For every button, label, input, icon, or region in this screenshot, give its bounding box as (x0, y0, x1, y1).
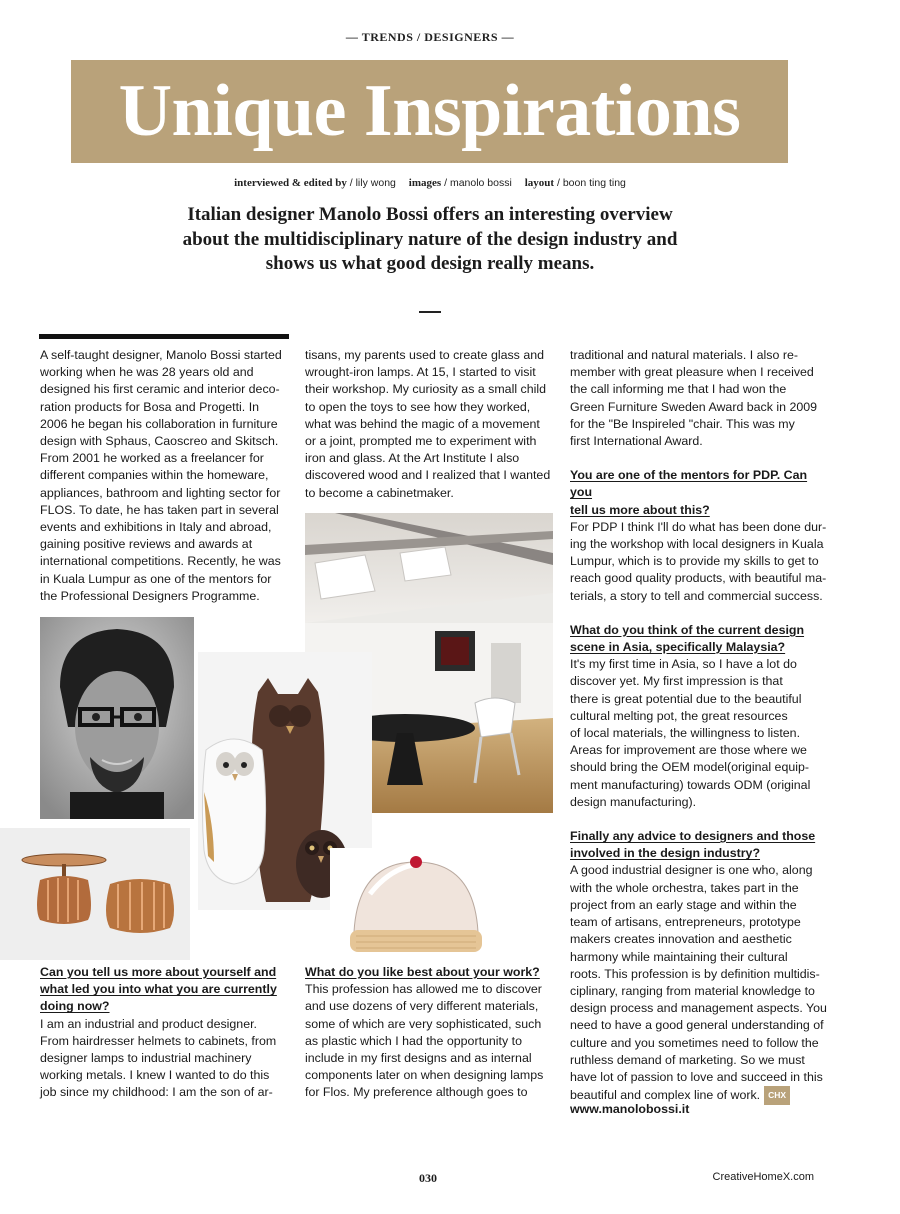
text-line: 2006 he began his collaboration in furniture (40, 416, 278, 431)
question-line: what led you into what you are currently (40, 982, 277, 997)
text-line: roots. This profession is by definition multidis- (570, 966, 820, 981)
text-line: design with Sphaus, Caoscreo and Skitsch. (40, 434, 279, 449)
text-line: cultural melting pot, the great resources (570, 708, 788, 723)
text-line: and use dozens of very different materials, (305, 999, 539, 1014)
text-line: should bring the OEM model(original equip- (570, 760, 809, 775)
text-line: as plastic which I had the opportunity to (305, 1033, 522, 1048)
text-line: Green Furniture Sweden Award back in 2009 (570, 399, 818, 414)
text-line: harmony while maintaining their cultural (570, 949, 788, 964)
text-line: designed his first ceramic and interior deco- (40, 382, 280, 397)
question-line: You are one of the mentors for PDP. Can you (570, 468, 808, 500)
text-line: ration products for Bosa and Progetti. In (40, 399, 260, 414)
text-line: tisans, my parents used to create glass and (305, 348, 544, 362)
section-tag: — TRENDS / DESIGNERS — (345, 30, 515, 44)
text-line: A self-taught designer, Manolo Bossi started (40, 348, 282, 362)
text-line: to become a cabinetmaker. (305, 485, 454, 500)
text-line: or a joint, prompted me to experiment with (305, 434, 537, 449)
intro-paragraph (40, 347, 295, 605)
text-line: in Kuala Lumpur as one of the mentors for (40, 571, 272, 586)
question-line: scene in Asia, specifically Malaysia? (570, 640, 786, 655)
text-line: for Flos. My preference although goes to (305, 1085, 528, 1100)
text-line: appliances, bathroom and lighting sector for (40, 485, 281, 500)
text-line: Lumpur, which is to provide my skills to get to (570, 554, 819, 569)
credit-images-label: images (408, 177, 442, 189)
text-line: gaining positive reviews and awards at (40, 537, 253, 552)
text-line: there is great potential due to the beautiful (570, 691, 802, 706)
text-line: From hairdresser helmets to cabinets, from (40, 1033, 277, 1048)
column-top-rule (39, 334, 289, 339)
text-line: ing the workshop with local designers in Kuala (570, 537, 824, 552)
text-line: of local materials, the willingness to listen. (570, 726, 801, 741)
text-line: to open the toys to see how they worked, (305, 399, 531, 414)
text-line: working metals. I knew I wanted to do this (40, 1068, 270, 1083)
text-line: what was behind the magic of a movement (305, 416, 540, 431)
text-line: project from an early stage and within the (570, 897, 797, 912)
text-line: culture and you sometimes need to follow the (570, 1035, 819, 1050)
text-line: A good industrial designer is one who, along (570, 863, 813, 878)
text-line: traditional and natural materials. I also re- (570, 348, 798, 362)
standfirst-line: Italian designer Manolo Bossi offers an interesting overview (187, 204, 673, 225)
text-line: reach good quality products, with beautiful ma- (570, 571, 827, 586)
text-line: the call informing me that I had won the (570, 382, 787, 397)
text-line: FLOS. To date, he has taken part in several (40, 502, 279, 517)
text-line: Areas for improvement are those where we (570, 743, 807, 758)
column-3-text (570, 347, 828, 1105)
text-line: team of artisans, entrepreneurs, prototype (570, 915, 801, 930)
text-line: For PDP I think I'll do what has been done dur- (570, 519, 827, 534)
text-line: include in my first designs and as internal (305, 1051, 532, 1066)
text-line: with the whole orchestra, takes part in the (570, 880, 799, 895)
text-line: international competitions. Recently, he was (40, 554, 281, 569)
text-line: discovered wood and I realized that I wanted (305, 468, 551, 483)
text-line: the Professional Designers Programme. (40, 588, 260, 603)
text-line: for the "Be Inspireled "chair. This was my (570, 416, 795, 431)
text-line: terials, a story to tell and commercial success. (570, 588, 823, 603)
text-line: This profession has allowed me to discover (305, 982, 542, 997)
text-line-end: beautiful and complex line of work. (570, 1088, 761, 1103)
credit-images-value: / manolo bossi (444, 177, 512, 189)
text-line: wrought-iron lamps. At 15, I started to visit (305, 365, 536, 380)
text-line: components later on when designing lamps (305, 1068, 544, 1083)
question-line: What do you like best about your work? (305, 965, 540, 979)
text-line: member with great pleasure when I received (570, 365, 814, 380)
text-line: ciplinary, ranging from material knowledge to (570, 983, 815, 998)
text-line: design process and management aspects. You (570, 1001, 827, 1016)
text-line: makers creates innovation and aesthetic (570, 932, 792, 947)
text-line: design manufacturing). (570, 794, 697, 809)
text-line: some of which are very sophisticated, such (305, 1016, 542, 1031)
designer-website[interactable]: www.manolobossi.it (570, 1102, 690, 1116)
designer-portrait-photo (40, 617, 194, 819)
copper-stools-photo (0, 828, 190, 960)
question-line: tell us more about this? (570, 502, 710, 517)
question-line: Can you tell us more about yourself and (40, 965, 277, 979)
dome-lamp-photo (330, 848, 500, 960)
standfirst (150, 203, 710, 277)
column-2-paragraph (305, 347, 560, 502)
page-number: 030 (419, 1171, 437, 1185)
text-line: discover yet. My first impression is that (570, 674, 783, 689)
credit-interview-label: interviewed & edited by (234, 177, 347, 189)
article-title: Unique Inspirations (118, 70, 741, 152)
credit-layout-label: layout (524, 177, 555, 189)
text-line: first International Award. (570, 434, 703, 449)
question-line: doing now? (40, 999, 110, 1014)
title-band (71, 60, 788, 163)
text-line: working when he was 28 years old and (40, 365, 254, 380)
text-line: From 2001 he worked as a freelancer for (40, 451, 264, 466)
credits-line (0, 177, 860, 189)
question-line: Finally any advice to designers and those (570, 829, 816, 844)
question-about-yourself (40, 964, 295, 1102)
text-line: ruthless demand of marketing. So we must (570, 1052, 805, 1067)
question-line: involved in the design industry? (570, 846, 761, 861)
text-line: I am an industrial and product designer. (40, 1016, 257, 1031)
standfirst-divider (419, 311, 441, 313)
standfirst-line: shows us what good design really means. (265, 253, 595, 274)
standfirst-line: about the multidisciplinary nature of the design industry and (182, 228, 678, 250)
text-line: need to have a good general understanding of (570, 1018, 824, 1033)
question-best-about-work (305, 964, 560, 1102)
credit-interview-value: / lily wong (349, 177, 396, 189)
text-line: It's my first time in Asia, so I have a lot do (570, 657, 797, 672)
text-line: have lot of passion to love and succeed in this (570, 1069, 823, 1084)
text-line: job since my childhood: I am the son of ar- (40, 1085, 273, 1100)
chx-badge: CHX (764, 1086, 790, 1105)
credit-layout-value: / boon ting ting (557, 177, 626, 189)
footer-site-name: CreativeHomeX.com (712, 1171, 814, 1183)
question-line: What do you think of the current design (570, 622, 805, 637)
text-line: designer lamps to industrial machinery (40, 1051, 252, 1066)
text-line: iron and glass. At the Art Institute I also (305, 451, 520, 466)
text-line: their workshop. My curiosity as a small child (305, 382, 547, 397)
text-line: events and exhibitions in Italy and abroad, (40, 520, 272, 535)
text-line: different companies within the homeware, (40, 468, 269, 483)
text-line: ment manufacturing) towards ODM (original (570, 777, 811, 792)
